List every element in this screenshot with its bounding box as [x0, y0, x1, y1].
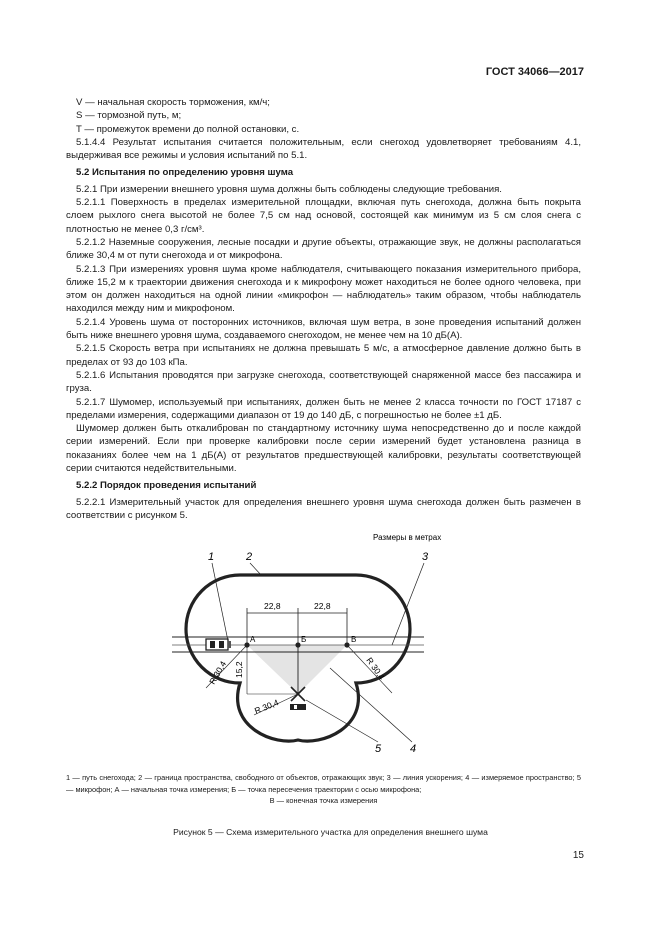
dimension-perpendicular: 15,2: [234, 661, 244, 678]
paragraph-5-2-1: 5.2.1 При измерении внешнего уровня шума должны быть соблюдены следующие требования.: [76, 183, 502, 195]
paragraph-5-2-1-3: 5.2.1.3 При измерениях уровня шума кроме наблюдателя, считывающего показания измерительного прибора, ближе 15,2 м к траектории движения снегохода и к микрофону может находиться не более одного человека, при этом он должен находиться на одной линии «микрофон — наблюдатель» таким образом, чтобы наблюдатель находился между ним и микрофоном.: [66, 263, 581, 315]
paragraph-5-2-1-4: 5.2.1.4 Уровень шума от посторонних источников, включая шум ветра, в зоне проведения испытаний должен быть ниже внешнего уровня шума, создаваемого снегоходом, не менее чем на 10 дБ(А).: [66, 316, 581, 342]
snowmobile-icon: [206, 639, 231, 650]
dimension-b-v: 22,8: [314, 601, 331, 611]
legend-line-2: В — конечная точка измерения: [269, 796, 378, 805]
paragraph-calibration: Шумомер должен быть откалиброван по стандартному источнику шума непосредственно до и после каждой серии измерений. Если при проверке калибровки после серии измерений будет установлена разница в показаниях более чем на 1 дБ(А) от результатов предшествующей калибровки, результаты соответствующей серии считаются недействительными.: [66, 423, 581, 475]
legend-line-1: 1 — путь снегохода; 2 — граница пространства, свободного от объектов, отражающих звук; 3 — линия ускорения; 4 — измеряемое пространство; 5 — микрофон; А — начальная точка измерения; Б — точка пересечения траектории с осью микрофона;: [66, 773, 581, 794]
paragraph-5-2-1-7: 5.2.1.7 Шумомер, используемый при испытаниях, должен быть не менее 2 класса точности по ГОСТ 17187 с пределами измерения, содержащими диапазон от 19 до 140 дБ, с погрешностью не более ±1 дБ.: [66, 396, 581, 421]
page-number: 15: [572, 850, 584, 861]
paragraph-5-1-4-4: 5.1.4.4 Результат испытания считается положительным, если снегоход удовлетворяет требованиям 4.1, выдерживая все режимы и условия испытаний по 5.1.: [66, 136, 581, 162]
point-a-label: А: [250, 635, 256, 644]
definition-v: V — начальная скорость торможения, км/ч;: [76, 97, 270, 108]
radius-right-label: R 30,4: [364, 655, 387, 682]
callout-2: 2: [246, 551, 253, 563]
dimension-a-b: 22,8: [264, 601, 281, 611]
section-heading-5-2-2: 5.2.2 Порядок проведения испытаний: [76, 480, 257, 492]
definition-t: T — промежуток времени до полной остановки, с.: [76, 123, 300, 135]
definition-s: S — тормозной путь, м;: [76, 110, 182, 122]
document-code: ГОСТ 34066—2017: [485, 66, 584, 78]
paragraph-5-2-1-2: 5.2.1.2 Наземные сооружения, лесные посадки и другие объекты, отражающие звук, не должны располагаться ближе 30,4 м от пути снегохода и от микрофона.: [66, 236, 581, 262]
figure-5-diagram: [130, 528, 530, 768]
figure-caption: Рисунок 5 — Схема измерительного участка для определения внешнего шума: [173, 827, 488, 837]
body-text: [66, 96, 581, 522]
figure-legend: [66, 772, 581, 807]
paragraph-5-2-1-1: 5.2.1.1 Поверхность в пределах измерительной площадки, включая путь снегохода, должна быть покрыта слоем рыхлого снега высотой не более 7,5 см над основой, состоящей как минимум из 5 см слоя снега с плотностью не менее 0,3 г/см³.: [66, 197, 581, 235]
paragraph-5-2-2-1: 5.2.2.1 Измерительный участок для определения внешнего уровня шума снегохода должен быть размечен в соответствии с рисунком 5.: [66, 496, 581, 521]
callout-4: 4: [410, 743, 417, 755]
radius-left-label: R 30,4: [207, 659, 229, 686]
paragraph-5-2-1-5: 5.2.1.5 Скорость ветра при испытаниях не должна превышать 5 м/с, а атмосферное давление должно быть в пределах от 93 до 103 кПа.: [66, 343, 581, 368]
paragraph-5-2-1-6: 5.2.1.6 Испытания проводятся при загрузке снегохода, соответствующей снаряженной массе без пассажира и груза.: [66, 369, 581, 395]
section-heading-5-2: 5.2 Испытания по определению уровня шума: [76, 167, 294, 179]
callout-3: 3: [422, 551, 429, 563]
units-note: Размеры в метрах: [373, 533, 442, 542]
point-v-label: В: [351, 635, 357, 644]
callout-5: 5: [375, 743, 382, 755]
radius-bottom-label: R 30,4: [253, 697, 280, 716]
callout-1: 1: [208, 551, 215, 563]
point-b-label: Б: [301, 635, 307, 644]
